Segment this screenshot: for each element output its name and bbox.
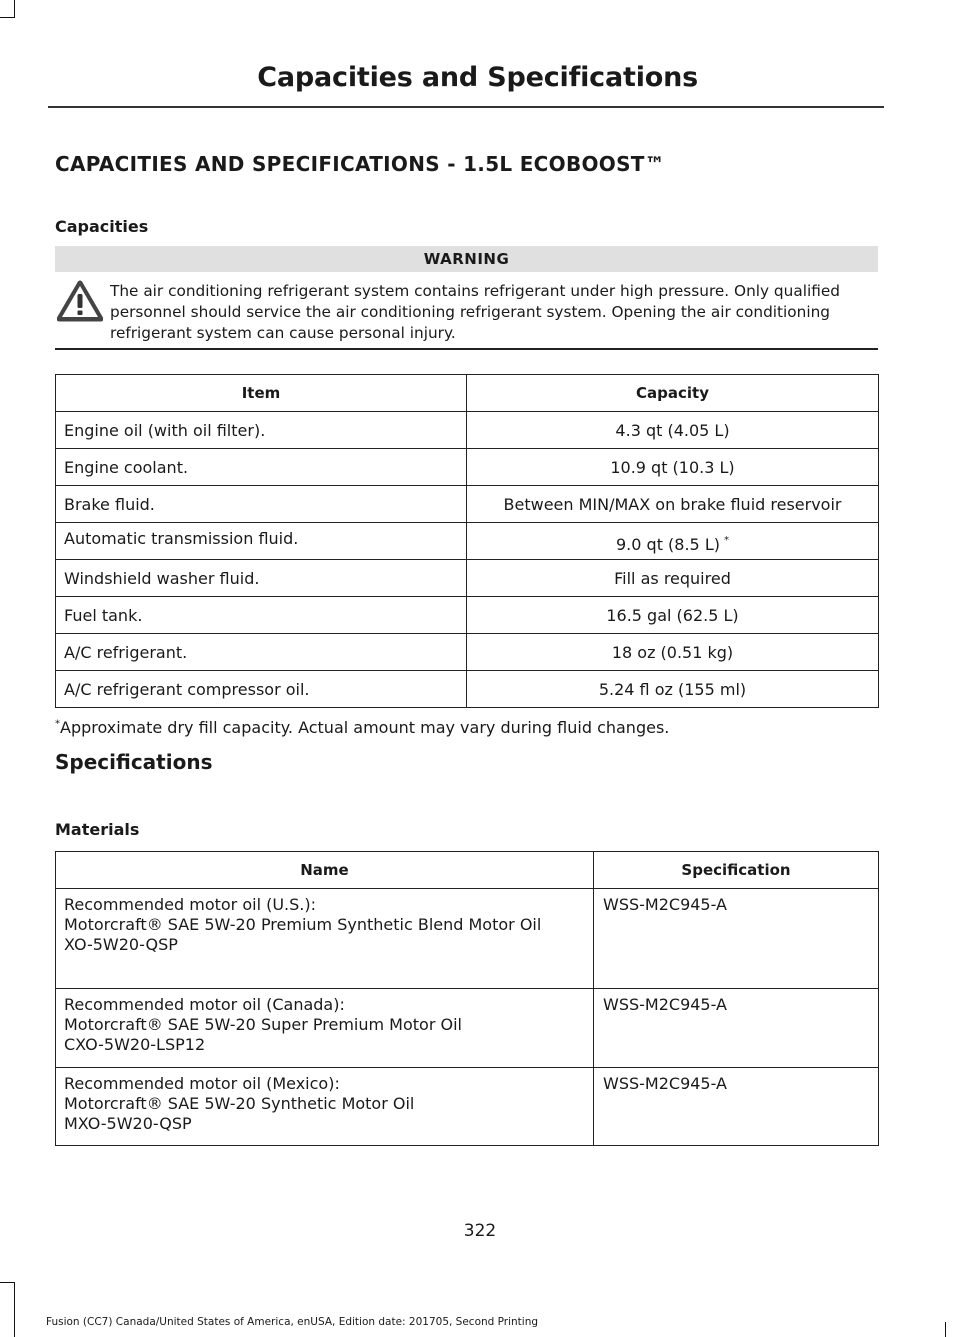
table-row bbox=[56, 523, 879, 560]
item-cell: Windshield washer fluid. bbox=[56, 560, 467, 597]
oil-region: Recommended motor oil (Mexico): bbox=[64, 1074, 340, 1093]
name-cell bbox=[56, 989, 594, 1068]
column-header-specification: Specification bbox=[594, 852, 879, 889]
warning-triangle-icon bbox=[57, 280, 103, 322]
item-cell: A/C refrigerant compressor oil. bbox=[56, 671, 467, 708]
capacity-cell: 5.24 fl oz (155 ml) bbox=[467, 671, 879, 708]
oil-region: Recommended motor oil (U.S.): bbox=[64, 895, 317, 914]
item-cell: Brake fluid. bbox=[56, 486, 467, 523]
capacity-cell: 4.3 qt (4.05 L) bbox=[467, 412, 879, 449]
oil-region: Recommended motor oil (Canada): bbox=[64, 995, 345, 1014]
oil-part-number: XO-5W20-QSP bbox=[64, 935, 178, 954]
page-number: 322 bbox=[463, 1221, 497, 1241]
capacity-value: 9.0 qt (8.5 L) bbox=[616, 534, 720, 554]
column-header-name: Name bbox=[56, 852, 594, 889]
oil-part-number: CXO-5W20-LSP12 bbox=[64, 1035, 206, 1054]
table-row bbox=[56, 597, 879, 634]
materials-heading: Materials bbox=[55, 820, 140, 839]
name-cell bbox=[56, 889, 594, 989]
oil-product: Motorcraft® SAE 5W-20 Synthetic Motor Oil bbox=[64, 1094, 415, 1113]
edition-info: Fusion (CC7) Canada/United States of America, enUSA, Edition date: 201705, Second Printing bbox=[46, 1316, 539, 1328]
capacity-cell bbox=[467, 523, 879, 560]
item-cell: Fuel tank. bbox=[56, 597, 467, 634]
crop-mark bbox=[0, 17, 15, 18]
page-header-title: Capacities and Specifications bbox=[257, 62, 698, 93]
table-row bbox=[56, 1068, 879, 1146]
footnote-marker: * bbox=[723, 535, 729, 547]
capacity-cell: Fill as required bbox=[467, 560, 879, 597]
item-cell: Engine coolant. bbox=[56, 449, 467, 486]
capacity-cell: 10.9 qt (10.3 L) bbox=[467, 449, 879, 486]
crop-mark bbox=[14, 1282, 15, 1337]
table-row bbox=[56, 449, 879, 486]
table-row bbox=[56, 989, 879, 1068]
oil-product: Motorcraft® SAE 5W-20 Super Premium Motor Oil bbox=[64, 1015, 462, 1034]
warning-label: WARNING bbox=[55, 246, 878, 272]
oil-part-number: MXO-5W20-QSP bbox=[64, 1114, 192, 1133]
oil-product: Motorcraft® SAE 5W-20 Premium Synthetic Blend Motor Oil bbox=[64, 915, 542, 934]
table-row bbox=[56, 671, 879, 708]
warning-divider bbox=[55, 348, 878, 350]
item-cell: Engine oil (with oil filter). bbox=[56, 412, 467, 449]
specifications-heading: Specifications bbox=[55, 750, 213, 774]
crop-mark bbox=[14, 0, 15, 18]
table-row bbox=[56, 412, 879, 449]
footnote-marker: * bbox=[55, 718, 60, 730]
table-row bbox=[56, 560, 879, 597]
specification-cell: WSS-M2C945-A bbox=[594, 1068, 879, 1146]
item-cell: Automatic transmission fluid. bbox=[56, 523, 467, 560]
crop-mark bbox=[0, 1282, 15, 1283]
column-header-capacity: Capacity bbox=[467, 375, 879, 412]
capacities-heading: Capacities bbox=[55, 217, 149, 236]
column-header-item: Item bbox=[56, 375, 467, 412]
table-row bbox=[56, 634, 879, 671]
materials-table bbox=[55, 851, 879, 1146]
table-row bbox=[56, 486, 879, 523]
capacity-cell: 18 oz (0.51 kg) bbox=[467, 634, 879, 671]
capacities-table bbox=[55, 374, 879, 708]
capacity-cell: Between MIN/MAX on brake fluid reservoir bbox=[467, 486, 879, 523]
section-title: CAPACITIES AND SPECIFICATIONS - 1.5L ECOBOOST™ bbox=[55, 152, 666, 176]
table-row bbox=[56, 889, 879, 989]
name-cell bbox=[56, 1068, 594, 1146]
specification-cell: WSS-M2C945-A bbox=[594, 989, 879, 1068]
footnote-text: Approximate dry fill capacity. Actual amount may vary during fluid changes. bbox=[60, 718, 670, 737]
footnote bbox=[55, 718, 669, 737]
item-cell: A/C refrigerant. bbox=[56, 634, 467, 671]
table-header-row bbox=[56, 852, 879, 889]
warning-text: The air conditioning refrigerant system contains refrigerant under high pressure. Only qualified personnel should service the air conditioning refrigerant system. Opening the air conditioning refrigerant system can cause personal injury. bbox=[110, 282, 840, 342]
specification-cell: WSS-M2C945-A bbox=[594, 889, 879, 989]
table-header-row bbox=[56, 375, 879, 412]
crop-mark bbox=[945, 1322, 946, 1337]
capacity-cell: 16.5 gal (62.5 L) bbox=[467, 597, 879, 634]
header-divider bbox=[48, 106, 884, 108]
